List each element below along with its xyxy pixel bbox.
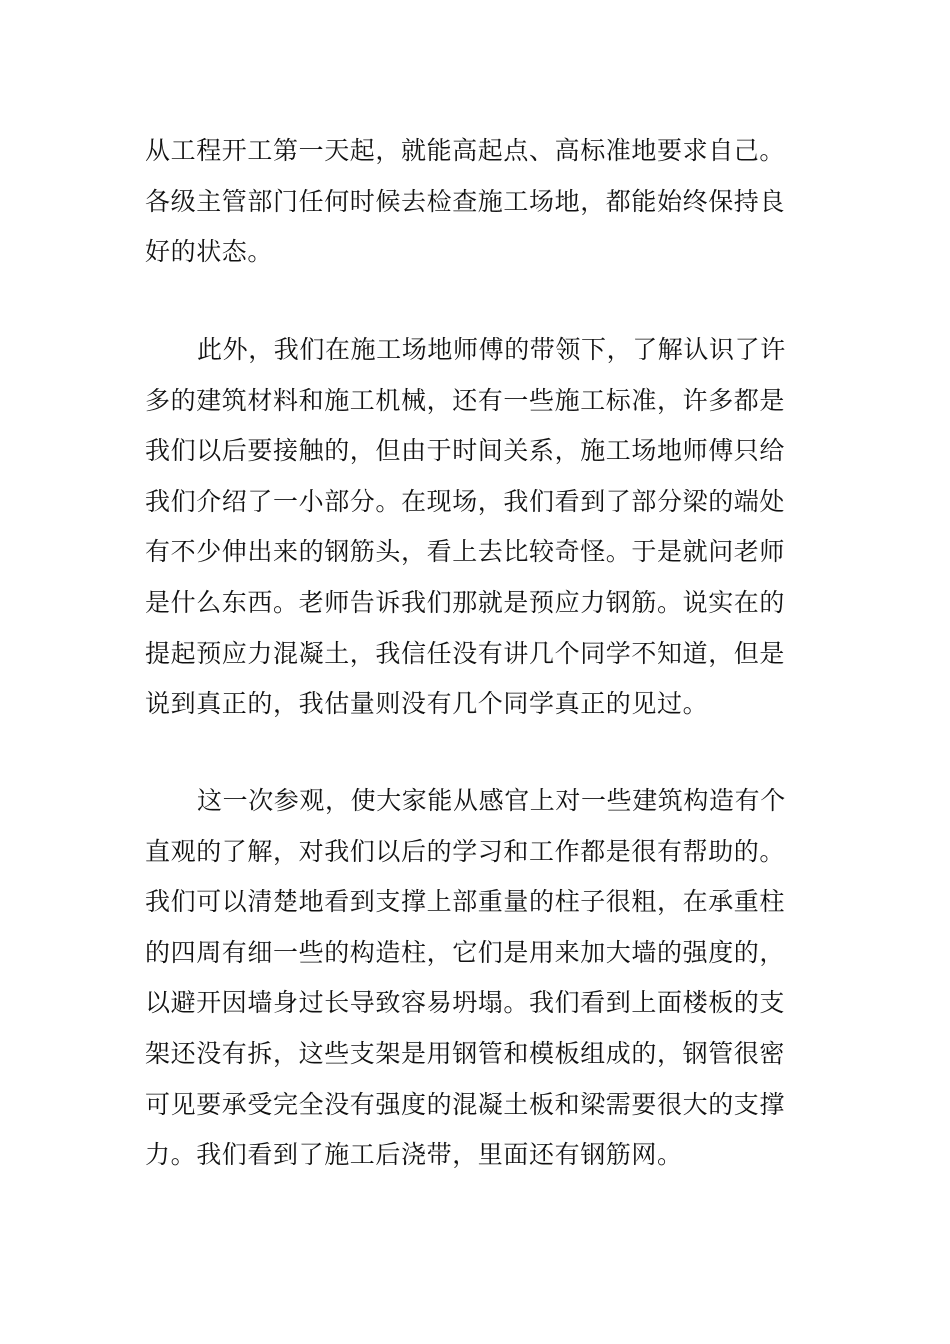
text-line: 各级主管部门任何时候去检查施工场地，都能始终保持良 xyxy=(145,186,786,216)
text-line: 有不少伸出来的钢筋头，看上去比较奇怪。于是就问老师 xyxy=(145,537,786,567)
text-line: 架还没有拆，这些支架是用钢管和模板组成的，钢管很密 xyxy=(145,1038,786,1068)
paragraph-2 xyxy=(145,325,810,730)
text-line: 的四周有细一些的构造柱，它们是用来加大墙的强度的， xyxy=(145,937,786,967)
text-line: 提起预应力混凝土，我信任没有讲几个同学不知道，但是 xyxy=(145,638,786,668)
text-line: 我们以后要接触的，但由于时间关系，施工场地师傅只给 xyxy=(145,436,786,466)
paragraph-1 xyxy=(145,126,810,278)
text-line: 力。我们看到了施工后浇带，里面还有钢筋网。 xyxy=(145,1140,683,1170)
text-line: 直观的了解，对我们以后的学习和工作都是很有帮助的。 xyxy=(145,836,786,866)
text-line: 以避开因墙身过长导致容易坍塌。我们看到上面楼板的支 xyxy=(145,988,786,1018)
text-line: 说到真正的，我估量则没有几个同学真正的见过。 xyxy=(145,689,709,719)
text-line: 从工程开工第一天起，就能高起点、高标准地要求自己。 xyxy=(145,136,786,165)
text-line: 可见要承受完全没有强度的混凝土板和梁需要很大的支撑 xyxy=(145,1089,786,1119)
text-line: 好的状态。 xyxy=(145,237,274,267)
text-line: 是什么东西。老师告诉我们那就是预应力钢筋。说实在的 xyxy=(145,587,786,617)
text-line: 我们可以清楚地看到支撑上部重量的柱子很粗，在承重柱 xyxy=(145,887,786,917)
text-line: 我们介绍了一小部分。在现场，我们看到了部分梁的端处 xyxy=(145,486,786,516)
text-line: 这一次参观，使大家能从感官上对一些建筑构造有个 xyxy=(197,786,786,815)
text-line: 此外，我们在施工场地师傅的带领下，了解认识了许 xyxy=(197,335,786,364)
paragraph-3 xyxy=(145,776,810,1181)
text-line: 多的建筑材料和施工机械，还有一些施工标准，许多都是 xyxy=(145,385,786,415)
